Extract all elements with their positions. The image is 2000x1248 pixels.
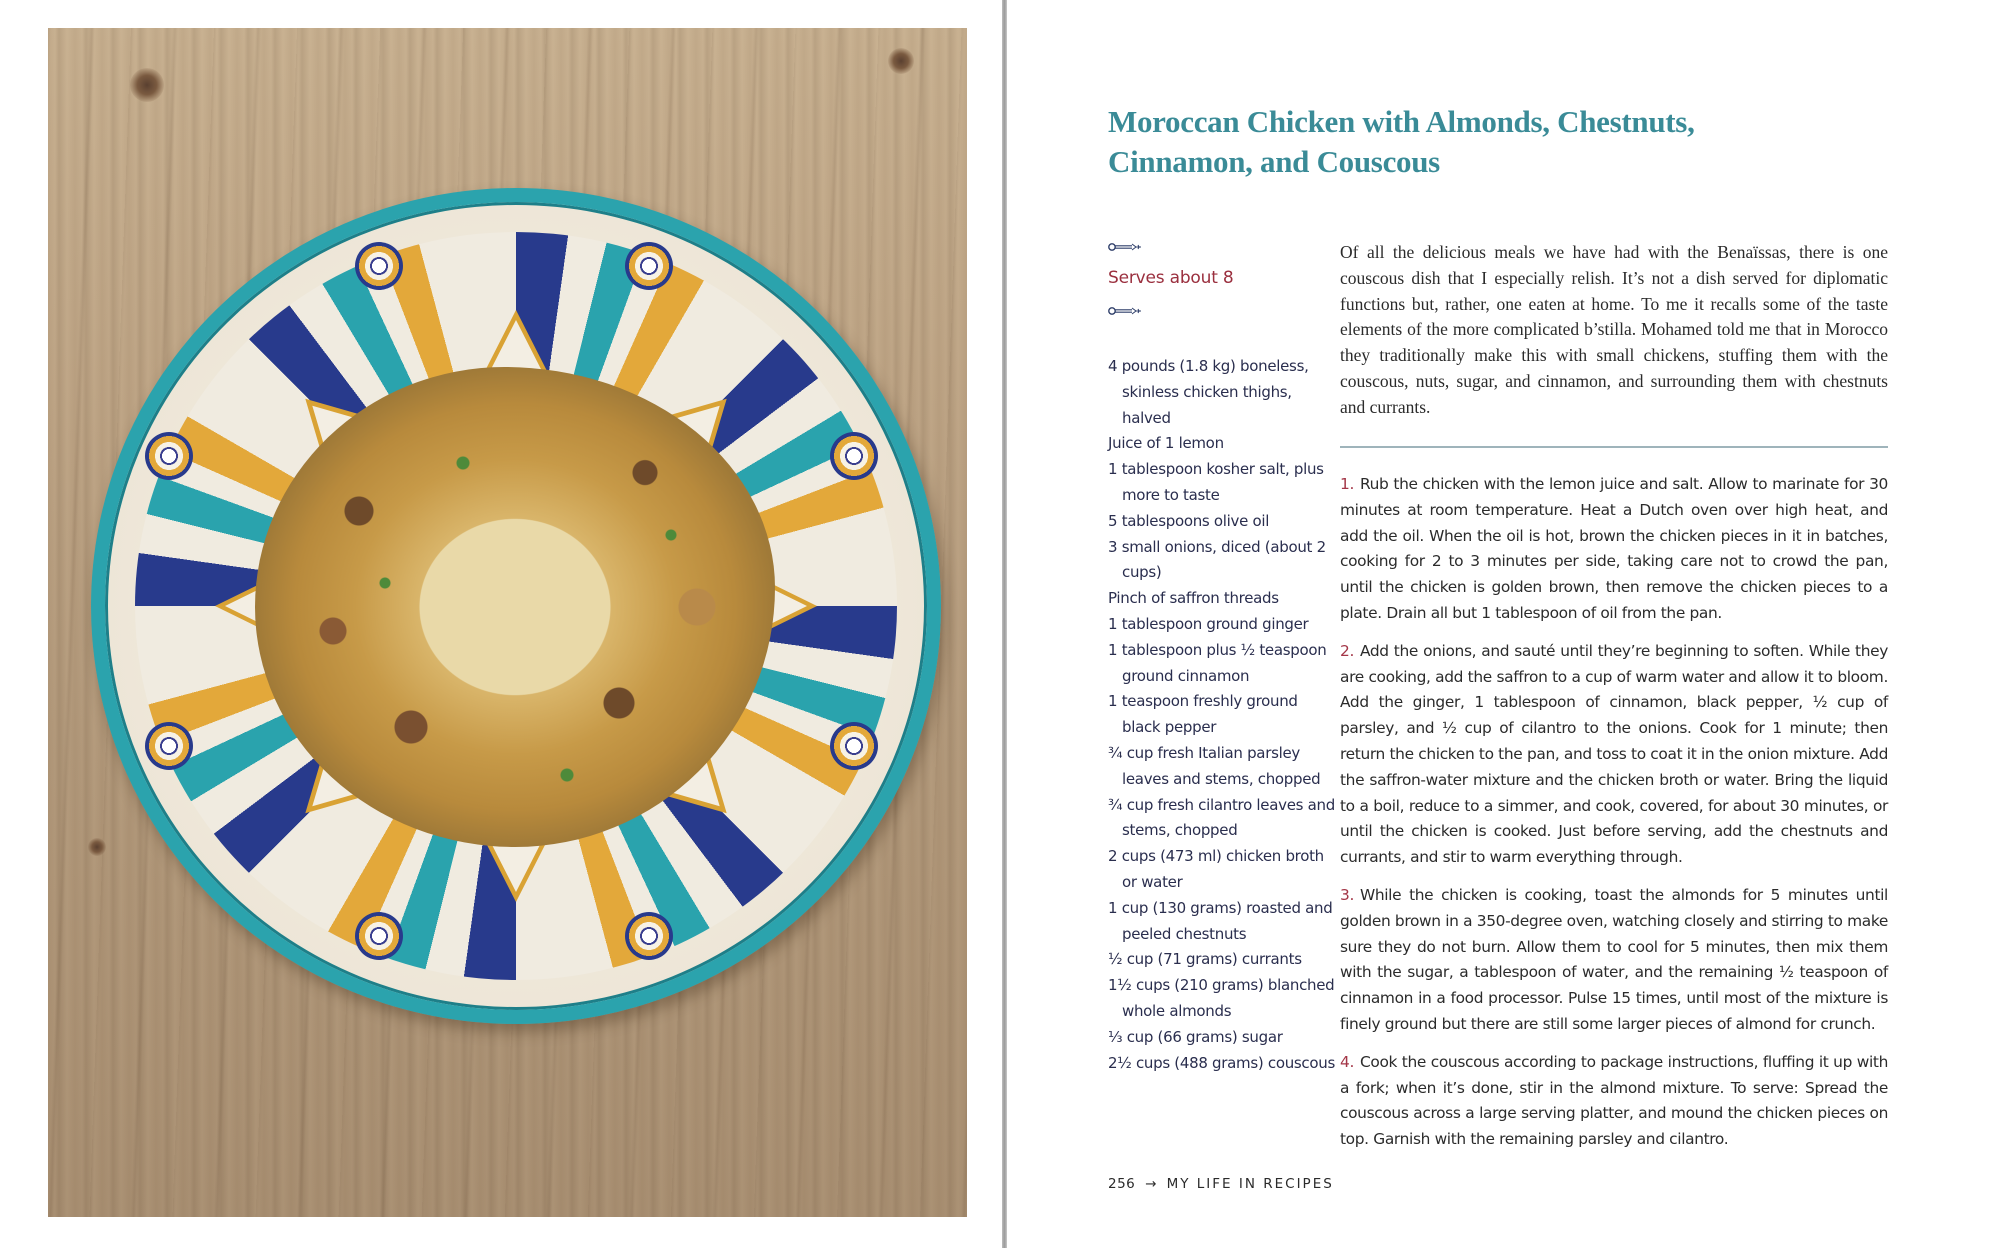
wood-knot [888, 48, 914, 74]
ingredient-list [1108, 354, 1338, 1076]
platter-medallion [145, 432, 193, 480]
method-step [1340, 472, 1888, 627]
section-divider [1340, 446, 1888, 448]
key-ornament-icon [1108, 242, 1142, 252]
ingredient-item: 2 cups (473 ml) chicken broth or water [1108, 847, 1324, 891]
platter-medallion [830, 722, 878, 770]
moroccan-platter [91, 188, 941, 1024]
ingredient-item: 3 small onions, diced (about 2 cups) [1108, 537, 1326, 582]
ingredient-item: 5 tablespoons olive oil [1108, 511, 1270, 530]
recipe-intro: Of all the delicious meals we have had with the Benaïssas, there is one couscous dish that I especially relish. It’s not a dish served for diplomatic functions but, rather, one eaten at home. To me it recalls some of the taste elements of the more complicated b’stilla. Mohamed told me that in Morocco they traditionally make this with small chickens, stuffing them with the couscous, nuts, sugar, and cinnamon, and surrounding them with chestnuts and currants. [1340, 242, 1888, 417]
ingredient-item: 2½ cups (488 grams) couscous [1108, 1053, 1335, 1072]
platter-medallion [355, 242, 403, 290]
ingredient-item: ¾ cup fresh cilantro leaves and stems, chopped [1108, 795, 1335, 840]
platter-medallion [625, 912, 673, 960]
page-number: 256 [1108, 1176, 1136, 1192]
step-text: While the chicken is cooking, toast the almonds for 5 minutes until golden brown in a 350-degree oven, watching closely and stirring to make sure they do not burn. Allow them to cool for 5 minutes, then mix them with the sugar, a tablespoon of water, and the remaining ½ teaspoon of cinnamon in a food processor. Pulse 15 times, until most of the mixture is finely ground but there are still some larger pieces of almond for crunch. [1340, 885, 1888, 1033]
ingredient-item: 1 cup (130 grams) roasted and peeled chestnuts [1108, 898, 1333, 943]
step-text: Cook the couscous according to package instructions, fluffing it up with a fork; when it’s done, stir in the almond mixture. To serve: Spread the couscous across a large serving platter, and mound the chicken pieces on top. Garnish with the remaining parsley and cilantro. [1340, 1052, 1888, 1149]
serves-label: Serves about 8 [1108, 268, 1234, 288]
recipe-title [1108, 102, 1828, 182]
title-line-2: Cinnamon, and Couscous [1108, 144, 1440, 179]
platter-medallion [625, 242, 673, 290]
ingredient-item: ½ cup (71 grams) currants [1108, 950, 1302, 969]
step-number: 2. [1340, 641, 1354, 660]
wood-knot [88, 838, 106, 856]
method-step [1340, 883, 1888, 1038]
running-head: MY LIFE IN RECIPES [1166, 1176, 1334, 1192]
ingredient-item: 4 pounds (1.8 kg) boneless, skinless chicken thighs, halved [1108, 357, 1309, 427]
page-footer [1108, 1176, 1334, 1192]
ingredient-item: 1 teaspoon freshly ground black pepper [1108, 692, 1298, 737]
step-text: Add the onions, and sauté until they’re beginning to soften. While they are cooking, add the saffron to a cup of warm water and allow it to bloom. Add the ginger, 1 tablespoon of cinnamon, black pepper, ½ cup of parsley, and ½ cup of cilantro to the onions. Cook for 1 minute; then return the chicken to the pan, and toss to coat it in the onion mixture. Add the saffron-water mixture and the chicken broth or water. Bring the liquid to a boil, reduce to a simmer, and cook, covered, for about 30 minutes, or until the chicken is cooked. Just before serving, add the chestnuts and currants, and stir to warm everything through. [1340, 641, 1888, 867]
platter-medallion [830, 432, 878, 480]
method-step [1340, 1050, 1888, 1153]
step-number: 4. [1340, 1052, 1354, 1071]
step-number: 3. [1340, 885, 1354, 904]
step-number: 1. [1340, 475, 1354, 493]
ingredient-item: 1 tablespoon kosher salt, plus more to taste [1108, 460, 1324, 504]
dish-photo [48, 28, 967, 1217]
page-gutter [1002, 0, 1007, 1248]
platter-medallion [355, 912, 403, 960]
ingredient-item: 1 tablespoon ground ginger [1108, 614, 1309, 633]
method-steps [1340, 472, 1888, 1165]
ingredient-item: 1 tablespoon plus ½ teaspoon ground cinnamon [1108, 640, 1327, 685]
platter-medallion [145, 722, 193, 770]
arrow-right-icon: → [1145, 1176, 1157, 1192]
ingredient-item: Pinch of saffron threads [1108, 589, 1279, 608]
ingredient-item: 1½ cups (210 grams) blanched whole almonds [1108, 976, 1335, 1020]
method-step [1340, 639, 1888, 871]
ingredient-item: ¾ cup fresh Italian parsley leaves and stems, chopped [1108, 743, 1321, 788]
ingredient-item: Juice of 1 lemon [1108, 434, 1224, 453]
wood-knot [130, 68, 164, 102]
title-line-1: Moroccan Chicken with Almonds, Chestnuts, [1108, 104, 1695, 139]
step-text: Rub the chicken with the lemon juice and salt. Allow to marinate for 30 minutes at room temperature. Heat a Dutch oven over high heat, and add the oil. When the oil is hot, brown the chicken pieces in it in batches, cooking for 2 to 3 minutes per side, taking care not to crowd the pan, until the chicken is golden brown, then remove the chicken pieces to a plate. Drain all but 1 tablespoon of oil from the pan. [1340, 475, 1888, 622]
ingredient-item: ⅓ cup (66 grams) sugar [1108, 1027, 1283, 1046]
key-ornament-icon [1108, 306, 1142, 316]
